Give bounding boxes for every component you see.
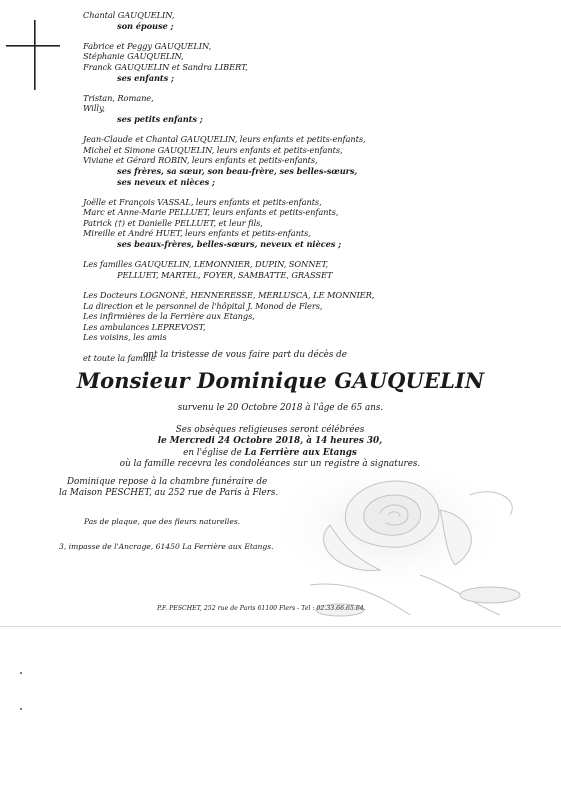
children-group <box>83 41 483 83</box>
in-law-line: Marc et Anne-Marie PELLUET, leurs enfants et petits-enfants, <box>83 207 339 218</box>
grandchildren-relation: ses petits enfants ; <box>117 113 203 124</box>
child-line: Fabrice et Peggy GAUQUELIN, <box>83 40 212 51</box>
other-line: Les infirmières de la Ferrière aux Etangs, <box>83 311 255 322</box>
child-line: Franck GAUQUELIN et Sandra LIBERT, <box>83 61 248 72</box>
grandchildren-group <box>83 93 483 125</box>
closing-line: et toute la famille <box>83 352 156 363</box>
repose-line-2: la Maison PESCHET, au 252 rue de Paris à Flers. <box>59 488 279 498</box>
in-law-line: Joëlle et François VASSAL, leurs enfants et petits-enfants, <box>83 196 322 207</box>
announcement-text: ont la tristesse de vous faire part du décès de <box>143 350 348 360</box>
siblings-group <box>83 134 483 187</box>
families-line: Les familles GAUQUELIN, LEMONNIER, DUPIN, SONNET, <box>83 259 329 270</box>
other-line: Les ambulances LEPREVOST, <box>83 321 206 332</box>
other-line: La direction et le personnel de l'hôpital J. Monod de Flers, <box>83 300 323 311</box>
in-laws-group <box>83 197 483 250</box>
flowers-note: Pas de plaque, que des fleurs naturelles. <box>84 517 241 526</box>
spouse-relation: son épouse ; <box>117 20 174 31</box>
funeral-location-prefix: en l'église de <box>183 448 245 458</box>
family-address: 3, impasse de l'Ancrage, 61450 La Ferrière aux Etangs. <box>59 542 274 551</box>
white-rose-image <box>270 455 550 625</box>
grandchild-line: Willy, <box>83 103 105 114</box>
sibling-line: Jean-Claude et Chantal GAUQUELIN, leurs enfants et petits-enfants, <box>83 134 366 145</box>
in-laws-relation: ses beaux-frères, belles-sœurs, neveux et nièces ; <box>117 239 342 250</box>
family-list <box>83 10 483 373</box>
in-law-line: Patrick (†) et Danielle PELLUET, et leur fils, <box>83 217 263 228</box>
scan-speck <box>20 708 22 710</box>
deceased-name: Monsieur Dominique GAUQUELIN <box>76 368 485 393</box>
scan-speck <box>20 672 22 674</box>
funeral-location <box>0 448 540 458</box>
siblings-relation: ses neveux et nièces ; <box>117 176 216 187</box>
latin-cross-icon <box>0 20 60 100</box>
child-line: Stéphanie GAUQUELIN, <box>83 51 184 62</box>
spouse-name: Chantal GAUQUELIN, <box>83 10 175 20</box>
families-group <box>83 259 483 280</box>
funeral-line-1: Ses obsèques religieuses seront célébrées <box>175 425 365 435</box>
grandchild-line: Tristan, Romane, <box>83 92 154 103</box>
funeral-date: le Mercredi 24 Octobre 2018, à 14 heures 30, <box>157 436 383 446</box>
spouse-group <box>83 10 483 31</box>
funeral-home-footer: P.F. PESCHET, 252 rue de Paris 61100 Flers - Tel : 02.33.66.65.64. <box>157 605 366 612</box>
sheet-edge <box>0 626 561 627</box>
repose-line-1: Dominique repose à la chambre funéraire de <box>67 477 268 487</box>
death-date-text: survenu le 20 Octobre 2018 à l'âge de 65 ans. <box>177 403 384 413</box>
funeral-church: La Ferrière aux Etangs <box>244 448 357 458</box>
other-line: Les Docteurs LOGNONÉ, HENNERESSE, MERLUSCA, LE MONNIER, <box>83 290 375 301</box>
children-relation: ses enfants ; <box>117 72 174 83</box>
others-group <box>83 290 483 343</box>
in-law-line: Mireille et André HUET, leurs enfants et petits-enfants, <box>83 228 311 239</box>
families-line: PELLUET, MARTEL, FOYER, SAMBATTE, GRASSET <box>117 269 333 280</box>
sibling-line: Michel et Simone GAUQUELIN, leurs enfants et petits-enfants, <box>83 144 343 155</box>
other-line: Les voisins, les amis <box>83 332 167 343</box>
siblings-relation: ses frères, sa sœur, son beau-frère, ses belles-sœurs, <box>117 165 358 176</box>
sibling-line: Viviane et Gérard ROBIN, leurs enfants et petits-enfants, <box>83 155 318 166</box>
funeral-line-4: où la famille recevra les condoléances sur un registre à signatures. <box>119 459 421 469</box>
